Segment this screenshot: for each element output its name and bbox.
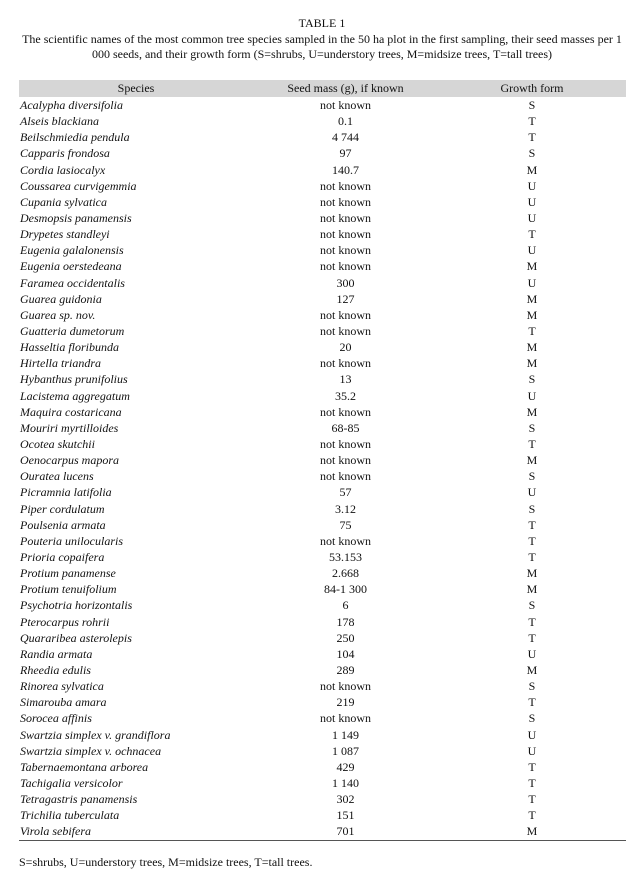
table-title: TABLE 1 bbox=[298, 16, 346, 30]
growth-form-cell: M bbox=[526, 662, 538, 677]
table-row bbox=[19, 178, 626, 194]
growth-form-cell: T bbox=[528, 324, 536, 339]
table-row bbox=[19, 484, 626, 500]
growth-form-cell: T bbox=[528, 437, 536, 452]
species-cell: Hirtella triandra bbox=[20, 356, 102, 371]
seed-mass-cell: 2.668 bbox=[332, 566, 359, 581]
growth-form-cell: S bbox=[528, 98, 536, 113]
growth-form-cell: S bbox=[528, 679, 536, 694]
species-cell: Poulsenia armata bbox=[20, 517, 106, 532]
caption-text: The scientific names of the most common tree species sampled in the 50 ha plot in the first sampling, their seed masses per 1 000 seeds, and their growth form (S=shrubs, U=understory trees, M=midsize trees, T=tall trees) bbox=[22, 31, 622, 61]
seed-mass-cell: 429 bbox=[336, 759, 355, 774]
growth-form-cell: S bbox=[528, 146, 536, 161]
table-row bbox=[19, 404, 626, 420]
species-cell: Sorocea affinis bbox=[20, 711, 92, 726]
growth-form-cell: U bbox=[527, 727, 537, 742]
table-row bbox=[19, 355, 626, 371]
table-row bbox=[19, 162, 626, 178]
growth-form-cell: S bbox=[528, 469, 536, 484]
seed-mass-cell: not known bbox=[320, 178, 371, 193]
seed-mass-cell: not known bbox=[320, 404, 371, 419]
species-cell: Protium panamense bbox=[20, 566, 116, 581]
species-cell: Picramnia latifolia bbox=[20, 485, 112, 500]
table-row bbox=[19, 226, 626, 242]
table-row bbox=[19, 743, 626, 759]
species-cell: Beilschmiedia pendula bbox=[20, 130, 130, 145]
seed-mass-cell: 300 bbox=[336, 275, 355, 290]
species-cell: Tetragastris panamensis bbox=[20, 792, 138, 807]
growth-form-cell: M bbox=[526, 582, 538, 597]
species-cell: Faramea occidentalis bbox=[20, 275, 125, 290]
table-row bbox=[19, 145, 626, 161]
species-cell: Cordia lasiocalyx bbox=[20, 162, 106, 177]
growth-form-cell: U bbox=[527, 485, 537, 500]
table-row bbox=[19, 823, 626, 839]
seed-mass-cell: 1 087 bbox=[332, 743, 359, 758]
species-cell: Hybanthus prunifolius bbox=[20, 372, 128, 387]
seed-mass-cell: 53.153 bbox=[329, 550, 362, 564]
growth-form-cell: M bbox=[526, 259, 538, 274]
species-cell: Swartzia simplex v. grandiflora bbox=[20, 727, 171, 742]
table-row bbox=[19, 517, 626, 533]
table-row bbox=[19, 678, 626, 694]
seed-mass-cell: not known bbox=[320, 469, 371, 484]
growth-form-cell: T bbox=[528, 759, 536, 774]
growth-form-cell: T bbox=[528, 227, 536, 242]
growth-form-cell: M bbox=[526, 356, 538, 371]
table-row bbox=[19, 436, 626, 452]
growth-form-cell: M bbox=[526, 453, 538, 468]
growth-form-cell: U bbox=[527, 743, 537, 758]
seed-mass-cell: 250 bbox=[336, 630, 355, 645]
species-cell: Protium tenuifolium bbox=[20, 582, 117, 597]
growth-form-cell: M bbox=[526, 291, 538, 306]
table-row bbox=[19, 662, 626, 678]
table-row bbox=[19, 371, 626, 387]
table-row bbox=[19, 291, 626, 307]
growth-form-cell: S bbox=[528, 598, 536, 613]
table-row bbox=[19, 630, 626, 646]
table-row bbox=[19, 468, 626, 484]
seed-mass-cell: 701 bbox=[336, 824, 355, 839]
species-cell: Pterocarpus rohrii bbox=[20, 614, 110, 629]
species-cell: Lacistema aggregatum bbox=[20, 388, 130, 403]
seed-mass-cell: not known bbox=[320, 533, 371, 548]
growth-form-cell: U bbox=[527, 646, 537, 661]
growth-form-cell: U bbox=[527, 388, 537, 403]
species-cell: Quararibea asterolepis bbox=[20, 630, 132, 645]
table-body bbox=[19, 97, 626, 839]
table-bottom-rule bbox=[19, 840, 626, 841]
growth-form-cell: T bbox=[528, 130, 536, 145]
seed-mass-cell: 178 bbox=[336, 614, 355, 629]
species-cell: Ocotea skutchii bbox=[20, 437, 95, 452]
species-cell: Tachigalia versicolor bbox=[20, 775, 123, 790]
species-cell: Piper cordulatum bbox=[20, 501, 105, 516]
species-cell: Hasseltia floribunda bbox=[20, 340, 120, 355]
header-seed-mass: Seed mass (g), if known bbox=[287, 81, 404, 95]
seed-mass-cell: 0.1 bbox=[338, 114, 353, 129]
growth-form-cell: S bbox=[528, 420, 536, 435]
seed-mass-cell: 289 bbox=[336, 662, 355, 677]
seed-mass-cell: 6 bbox=[342, 598, 349, 613]
table-row bbox=[19, 565, 626, 581]
species-cell: Virola sebifera bbox=[20, 824, 91, 839]
growth-form-cell: T bbox=[528, 808, 536, 823]
species-cell: Mouriri myrtilloides bbox=[20, 420, 119, 435]
species-cell: Psychotria horizontalis bbox=[20, 598, 133, 613]
table-row bbox=[19, 501, 626, 517]
table-row bbox=[19, 614, 626, 630]
table-row bbox=[19, 807, 626, 823]
species-cell: Guarea guidonia bbox=[20, 291, 102, 306]
table-row bbox=[19, 775, 626, 791]
seed-mass-cell: 13 bbox=[339, 372, 352, 387]
seed-mass-cell: not known bbox=[320, 98, 371, 113]
growth-form-cell: T bbox=[528, 630, 536, 645]
seed-mass-cell: 3.12 bbox=[335, 501, 356, 516]
seed-mass-cell: not known bbox=[320, 356, 371, 371]
table-row bbox=[19, 549, 626, 565]
growth-form-cell: U bbox=[527, 194, 537, 209]
table-row bbox=[19, 694, 626, 710]
seed-mass-cell: 20 bbox=[339, 340, 352, 355]
seed-mass-cell: not known bbox=[320, 194, 371, 209]
seed-mass-cell: 75 bbox=[339, 517, 352, 532]
seed-mass-cell: not known bbox=[320, 227, 371, 242]
species-cell: Coussarea curvigemmia bbox=[20, 178, 137, 193]
table-row bbox=[19, 194, 626, 210]
growth-form-cell: S bbox=[528, 372, 536, 387]
species-cell: Pouteria unilocularis bbox=[20, 533, 123, 548]
growth-form-cell: M bbox=[526, 307, 538, 322]
growth-form-cell: S bbox=[528, 501, 536, 516]
growth-form-cell: M bbox=[526, 566, 538, 581]
table-row bbox=[19, 339, 626, 355]
species-cell: Trichilia tuberculata bbox=[20, 808, 120, 823]
seed-mass-cell: 1 149 bbox=[332, 727, 359, 742]
species-cell: Desmopsis panamensis bbox=[20, 211, 132, 226]
table-row bbox=[19, 113, 626, 129]
species-cell: Capparis frondosa bbox=[20, 146, 110, 161]
table-header bbox=[19, 80, 626, 97]
growth-form-cell: U bbox=[527, 275, 537, 290]
table-row bbox=[19, 791, 626, 807]
growth-form-cell: U bbox=[527, 211, 537, 226]
header-species: Species bbox=[117, 81, 155, 95]
table-row bbox=[19, 323, 626, 339]
header-growth-form: Growth form bbox=[500, 81, 564, 95]
table-row bbox=[19, 452, 626, 468]
table-row bbox=[19, 210, 626, 226]
growth-form-cell: T bbox=[528, 114, 536, 129]
species-cell: Oenocarpus mapora bbox=[20, 453, 119, 468]
growth-form-cell: T bbox=[528, 550, 536, 564]
growth-form-cell: T bbox=[528, 695, 536, 710]
seed-mass-cell: not known bbox=[320, 679, 371, 694]
table-row bbox=[19, 129, 626, 145]
species-cell: Rheedia edulis bbox=[20, 662, 91, 677]
growth-form-cell: T bbox=[528, 614, 536, 629]
seed-mass-cell: not known bbox=[320, 437, 371, 452]
seed-mass-cell: not known bbox=[320, 211, 371, 226]
species-cell: Randia armata bbox=[20, 646, 93, 661]
growth-form-cell: T bbox=[528, 517, 536, 532]
seed-mass-cell: 68-85 bbox=[331, 420, 360, 435]
species-cell: Drypetes standleyi bbox=[20, 227, 110, 242]
species-cell: Guarea sp. nov. bbox=[20, 307, 96, 322]
table-row bbox=[19, 597, 626, 613]
seed-mass-cell: not known bbox=[320, 307, 371, 322]
table-row bbox=[19, 388, 626, 404]
header-row bbox=[19, 80, 626, 97]
growth-form-cell: M bbox=[526, 340, 538, 355]
table-row bbox=[19, 726, 626, 742]
table-row bbox=[19, 258, 626, 274]
growth-form-cell: S bbox=[528, 711, 536, 726]
seed-mass-cell: not known bbox=[320, 324, 371, 339]
seed-mass-cell: 97 bbox=[339, 146, 352, 161]
seed-mass-cell: 84-1 300 bbox=[324, 582, 367, 597]
seed-mass-cell: 1 140 bbox=[332, 775, 359, 790]
seed-mass-cell: 127 bbox=[336, 291, 355, 306]
growth-form-cell: U bbox=[527, 178, 537, 193]
seed-mass-cell: 140.7 bbox=[332, 162, 359, 177]
species-cell: Rinorea sylvatica bbox=[20, 679, 104, 694]
table-row bbox=[19, 759, 626, 775]
species-cell: Guatteria dumetorum bbox=[20, 324, 125, 339]
seed-mass-cell: 4 744 bbox=[332, 130, 359, 145]
seed-mass-cell: 57 bbox=[339, 485, 352, 500]
table-row bbox=[19, 242, 626, 258]
species-cell: Simarouba amara bbox=[20, 695, 107, 710]
growth-form-cell: U bbox=[527, 243, 537, 258]
species-cell: Prioria copaifera bbox=[20, 550, 105, 564]
growth-form-cell: T bbox=[528, 533, 536, 548]
seed-mass-cell: 302 bbox=[336, 792, 355, 807]
footnote: S=shrubs, U=understory trees, M=midsize trees, T=tall trees. bbox=[19, 855, 313, 869]
seed-mass-cell: not known bbox=[320, 243, 371, 258]
table-row bbox=[19, 533, 626, 549]
table-row bbox=[19, 710, 626, 726]
species-cell: Acalypha diversifolia bbox=[20, 98, 123, 113]
table-row bbox=[19, 97, 626, 113]
growth-form-cell: M bbox=[526, 162, 538, 177]
table-row bbox=[19, 307, 626, 323]
growth-form-cell: M bbox=[526, 404, 538, 419]
table-row bbox=[19, 646, 626, 662]
species-cell: Eugenia oerstedeana bbox=[20, 259, 122, 274]
growth-form-cell: T bbox=[528, 792, 536, 807]
table-row bbox=[19, 420, 626, 436]
species-cell: Maquira costaricana bbox=[20, 404, 122, 419]
seed-mass-cell: 219 bbox=[336, 695, 355, 710]
species-cell: Ouratea lucens bbox=[20, 469, 94, 484]
seed-mass-cell: not known bbox=[320, 711, 371, 726]
species-table bbox=[19, 80, 626, 839]
species-cell: Tabernaemontana arborea bbox=[20, 759, 149, 774]
seed-mass-cell: 104 bbox=[336, 646, 355, 661]
species-cell: Eugenia galalonensis bbox=[20, 243, 124, 258]
seed-mass-cell: 151 bbox=[336, 808, 355, 823]
table-caption bbox=[14, 16, 630, 63]
table-row bbox=[19, 275, 626, 291]
species-cell: Swartzia simplex v. ochnacea bbox=[20, 743, 162, 758]
species-cell: Cupania sylvatica bbox=[20, 194, 107, 209]
growth-form-cell: M bbox=[526, 824, 538, 839]
table-row bbox=[19, 581, 626, 597]
seed-mass-cell: not known bbox=[320, 453, 371, 468]
growth-form-cell: T bbox=[528, 775, 536, 790]
seed-mass-cell: not known bbox=[320, 259, 371, 274]
species-cell: Alseis blackiana bbox=[20, 114, 99, 129]
seed-mass-cell: 35.2 bbox=[335, 388, 356, 403]
